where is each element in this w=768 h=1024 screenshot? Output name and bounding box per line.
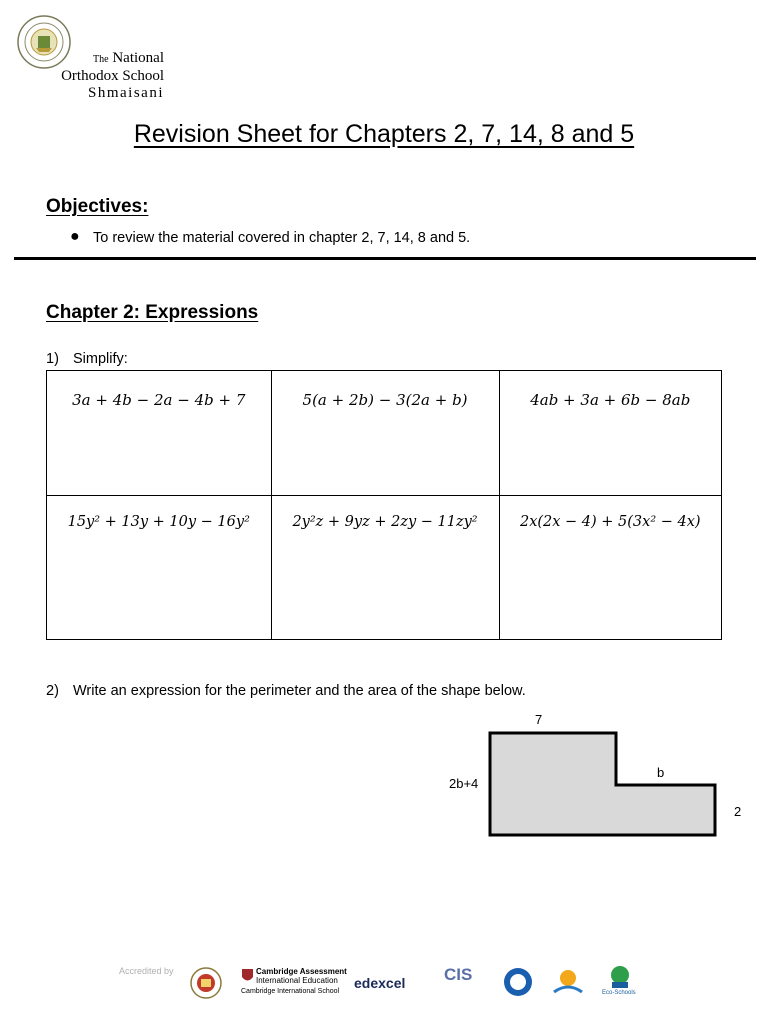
expression: 3a + 4b − 2a − 4b + 7 <box>72 391 246 409</box>
table-cell <box>47 371 272 496</box>
eco-schools-icon <box>606 964 634 990</box>
question-number: 1) <box>46 351 59 367</box>
section-divider <box>14 257 756 260</box>
question-text: Write an expression for the perimeter and the area of the shape below. <box>73 683 526 699</box>
expressions-table <box>46 370 722 640</box>
l-shape-figure <box>440 705 720 845</box>
table-cell <box>271 496 499 640</box>
objective-item: To review the material covered in chapter 2, 7, 14, 8 and 5. <box>93 230 471 246</box>
expression: 15y² + 13y + 10y − 16y² <box>67 514 250 530</box>
table-cell <box>499 496 721 640</box>
cambridge-shield-icon <box>241 968 254 984</box>
school-logo <box>14 14 164 104</box>
edexcel-logo: edexcel <box>354 975 406 991</box>
label-step: b <box>657 765 665 780</box>
label-left: 2b+4 <box>449 776 479 791</box>
cambridge-subtitle: Cambridge International School <box>241 988 340 995</box>
expression: 5(a + 2b) − 3(2a + b) <box>302 391 468 409</box>
accredited-by: Accredited by <box>119 966 174 976</box>
expression: 4ab + 3a + 6b − 8ab <box>530 391 691 409</box>
expression: 2x(2x − 4) + 5(3x² − 4x) <box>519 514 701 530</box>
question-text: Simplify: <box>73 351 128 367</box>
ib-logo-icon <box>502 966 534 998</box>
bullet-icon: ● <box>70 228 80 245</box>
question-2 <box>46 683 526 699</box>
table-cell <box>271 371 499 496</box>
table-row <box>47 371 722 496</box>
label-top: 7 <box>535 712 543 727</box>
label-right: 2 <box>734 804 742 819</box>
expression: 2y²z + 9yz + 2zy − 11zy² <box>292 514 478 530</box>
objectives-heading: Objectives: <box>46 196 149 217</box>
table-cell <box>499 371 721 496</box>
sun-logo-icon <box>550 964 586 998</box>
table-row <box>47 496 722 640</box>
cis-logo: CIS <box>444 965 473 984</box>
l-shape <box>490 733 715 835</box>
school-name: The National Orthodox School Shmaisani <box>61 50 164 101</box>
eco-schools-label: Eco-Schools <box>602 990 636 996</box>
question-number: 2) <box>46 683 59 699</box>
cambridge-logo-text: Cambridge Assessment International Education <box>256 967 347 985</box>
ministry-seal-icon <box>189 966 223 1000</box>
question-1 <box>46 351 128 367</box>
table-cell <box>47 496 272 640</box>
page-title: Revision Sheet for Chapters 2, 7, 14, 8 and 5 <box>133 120 635 148</box>
chapter-heading: Chapter 2: Expressions <box>46 302 259 323</box>
